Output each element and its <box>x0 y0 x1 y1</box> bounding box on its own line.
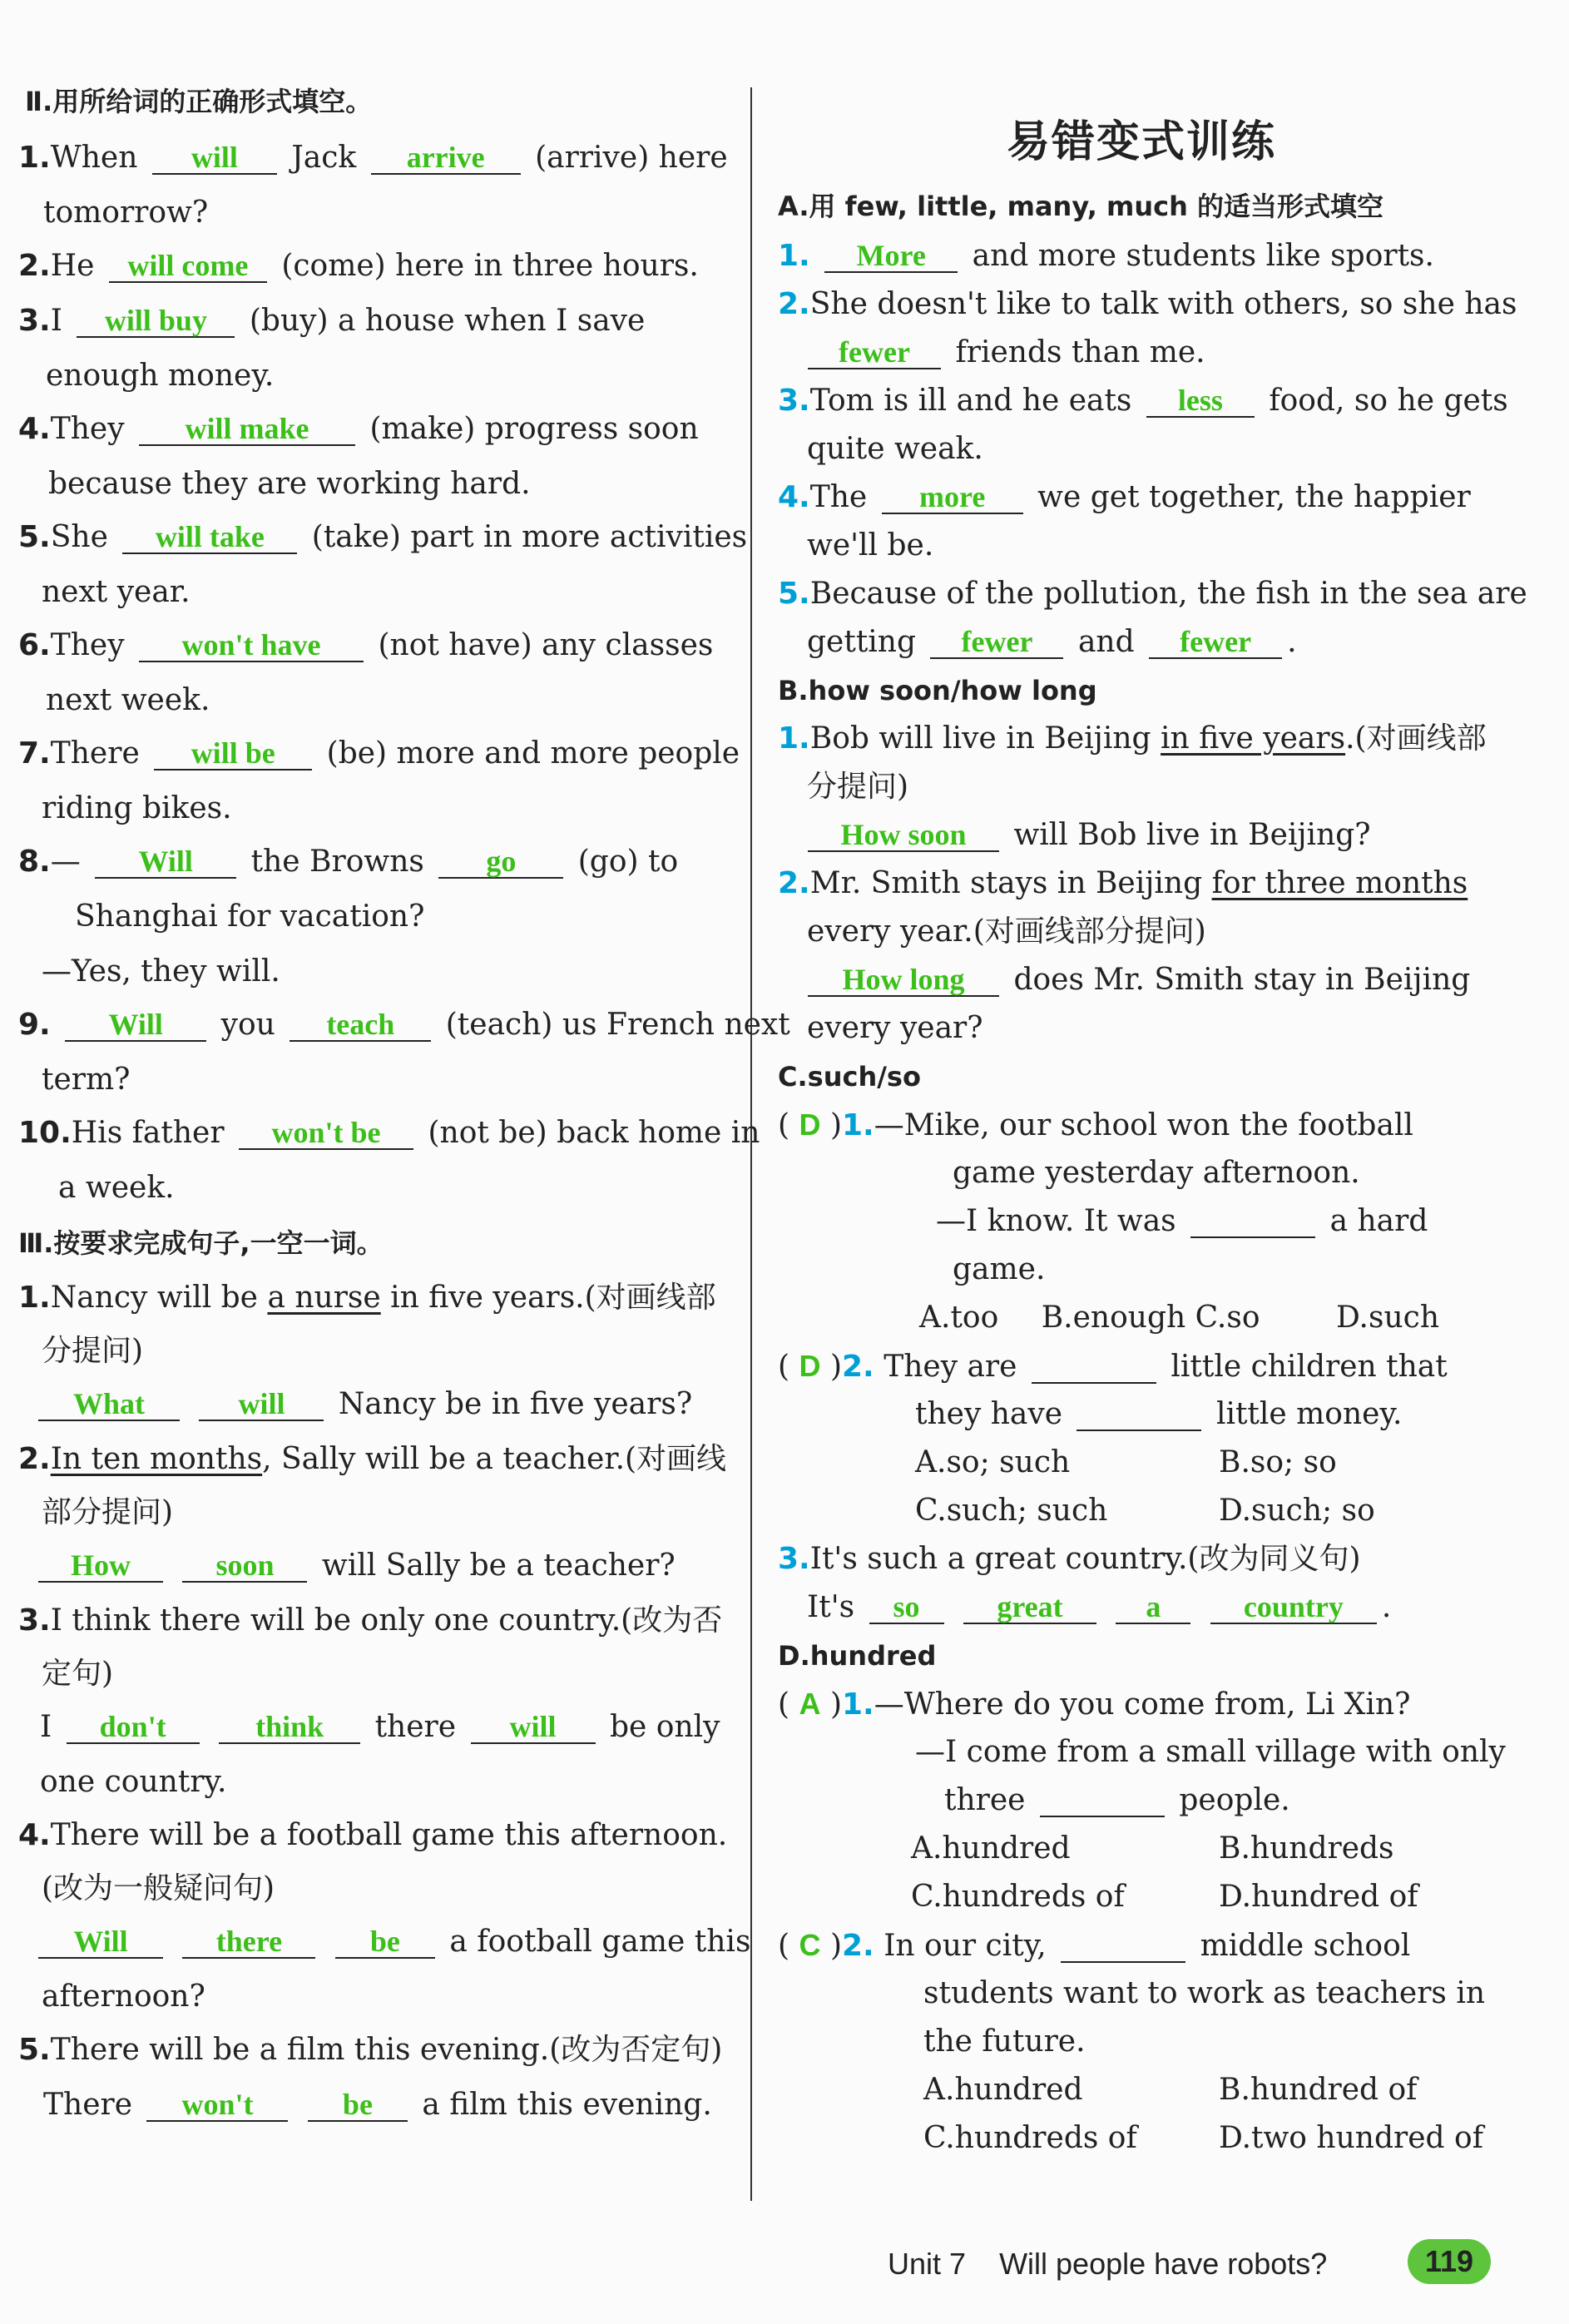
a2-answer[interactable]: fewer <box>808 336 941 369</box>
r1-answer2[interactable]: will <box>199 1388 324 1421</box>
q4-line1: 4.They will make (make) progress soon <box>18 412 699 446</box>
section-c-title: C.such/so <box>778 1061 921 1093</box>
c2-line1: ( D )2. They are little children that <box>778 1349 1448 1384</box>
c1-choice[interactable]: D <box>799 1107 821 1142</box>
c2-line2: they have little money. <box>915 1397 1403 1431</box>
option[interactable]: B.hundreds <box>1219 1831 1394 1866</box>
r2-answer1[interactable]: How <box>38 1549 163 1583</box>
c1-line1: ( D )1.—Mike, our school won the football <box>778 1107 1413 1142</box>
r2-line2: 部分提问) <box>42 1495 174 1529</box>
r3-answer3[interactable]: will <box>471 1711 596 1744</box>
a5-answer2[interactable]: fewer <box>1149 626 1282 659</box>
b1-line2: 分提问) <box>807 770 909 804</box>
a5-line2: getting fewer and fewer . <box>807 625 1297 659</box>
b1-line1: 1.Bob will live in Beijing in five years.(对画线部 <box>778 721 1487 756</box>
c3-answer1[interactable]: so <box>869 1591 944 1624</box>
a4-line1: 4.The more we get together, the happier <box>778 480 1471 514</box>
b2-line1: 2.Mr. Smith stays in Beijing for three months <box>778 866 1468 900</box>
r4-line3: Will there be a football game this <box>33 1924 750 1960</box>
a1-answer[interactable]: More <box>824 240 958 273</box>
c3-line2: It's so great a country . <box>807 1590 1392 1624</box>
page-footer <box>888 2247 1327 2282</box>
d2-options-row1 <box>923 2072 1418 2108</box>
section-b-title: B.how soon/how long <box>778 675 1097 706</box>
q1-answer2[interactable]: arrive <box>371 141 521 175</box>
b2-line2: every year.(对画线部分提问) <box>807 914 1206 949</box>
d1-options-row2 <box>911 1879 1418 1915</box>
a4-line2: we'll be. <box>807 528 934 562</box>
d2-blank[interactable] <box>1061 1930 1185 1963</box>
q5-line2: next year. <box>42 575 191 609</box>
q2-answer[interactable]: will come <box>109 250 267 283</box>
q9-line2: term? <box>42 1063 131 1097</box>
d1-line3: three people. <box>944 1783 1290 1817</box>
q8-line3: —Yes, they will. <box>42 954 280 989</box>
c2-blank1[interactable] <box>1032 1350 1156 1384</box>
c2-options-row2 <box>915 1493 1375 1529</box>
unit-title: Will people have robots? <box>999 2247 1328 2281</box>
a3-answer[interactable]: less <box>1146 384 1255 418</box>
r4-line1: 4.There will be a football game this afternoon. <box>18 1818 728 1852</box>
q2-line: 2.He will come (come) here in three hours. <box>18 249 699 283</box>
section-d-title: D.hundred <box>778 1640 937 1672</box>
q9-answer1[interactable]: Will <box>65 1008 206 1042</box>
c2-choice[interactable]: D <box>799 1349 821 1383</box>
unit-label: Unit 7 <box>888 2247 967 2281</box>
c3-answer2[interactable]: great <box>963 1591 1096 1624</box>
d1-blank[interactable] <box>1040 1784 1165 1817</box>
r5-line2: There won't be a film this evening. <box>43 2088 712 2122</box>
b2-line4: every year? <box>807 1011 983 1045</box>
option[interactable]: C.such; such <box>915 1494 1108 1528</box>
d1-line1: ( A )1.—Where do you come from, Li Xin? <box>778 1687 1411 1722</box>
q7-line1: 7.There will be (be) more and more people <box>18 736 740 771</box>
d1-line2: —I come from a small village with only <box>915 1735 1506 1769</box>
b2-line3: How long does Mr. Smith stay in Beijing <box>803 962 1470 998</box>
option[interactable]: B.hundred of <box>1219 2073 1418 2107</box>
r3-answer1[interactable]: don't <box>67 1711 200 1744</box>
q7-line2: riding bikes. <box>42 791 232 825</box>
a3-line2: quite weak. <box>807 432 983 466</box>
r1-line2: 分提问) <box>42 1334 144 1368</box>
q3-line2: enough money. <box>46 359 275 393</box>
q4-answer[interactable]: will make <box>139 413 355 446</box>
r4-answer2[interactable]: there <box>182 1925 315 1959</box>
c3-answer3[interactable]: a <box>1116 1591 1190 1624</box>
c1-line2: game yesterday afternoon. <box>953 1156 1360 1190</box>
option[interactable]: A.so; such <box>915 1445 1071 1479</box>
q3-answer[interactable]: will buy <box>77 305 235 338</box>
r3-line3: I don't think there will be only <box>40 1710 720 1744</box>
q10-line1: 10.His father won't be (not be) back home in <box>18 1116 760 1150</box>
option[interactable]: D.hundred of <box>1219 1880 1418 1914</box>
option[interactable]: C.hundreds of <box>911 1880 1125 1914</box>
a5-answer1[interactable]: fewer <box>930 626 1063 659</box>
d1-options-row1 <box>911 1831 1394 1867</box>
option[interactable]: B.enough <box>1041 1301 1186 1335</box>
r4-line2: (改为一般疑问句) <box>42 1871 275 1905</box>
page-number: 119 <box>1408 2239 1491 2284</box>
option[interactable]: B.so; so <box>1219 1445 1337 1479</box>
q1-line2: tomorrow? <box>43 196 209 230</box>
r1-answer1[interactable]: What <box>38 1388 180 1421</box>
a5-line1: 5.Because of the pollution, the fish in the sea are <box>778 577 1527 611</box>
c2-options-row1 <box>915 1444 1337 1481</box>
q6-line1: 6.They won't have (not have) any classes <box>18 628 714 662</box>
section3-title: Ⅲ.按要求完成句子,一空一词。 <box>18 1227 384 1259</box>
option[interactable]: A.hundred <box>923 2073 1083 2107</box>
option[interactable]: D.such <box>1335 1301 1439 1335</box>
r3-line1: 3.I think there will be only one country.(改为否 <box>18 1603 723 1638</box>
d2-line1: ( C )2. In our city, middle school <box>778 1928 1411 1963</box>
r3-line4: one country. <box>40 1765 227 1799</box>
q5-answer[interactable]: will take <box>122 521 297 554</box>
d2-choice[interactable]: C <box>799 1928 821 1962</box>
c3-line1: 3.It's such a great country.(改为同义句) <box>778 1542 1361 1576</box>
r1-line1: 1.Nancy will be a nurse in five years.(对画线部 <box>18 1281 716 1315</box>
a3-line1: 3.Tom is ill and he eats less food, so he gets <box>778 384 1508 418</box>
r1-line3: What will Nancy be in five years? <box>33 1386 692 1423</box>
q9-answer2[interactable]: teach <box>290 1008 431 1042</box>
q9-line1: 9. Will you teach (teach) us French next <box>18 1008 790 1042</box>
d2-line2: students want to work as teachers in <box>923 1976 1486 2010</box>
b1-line3: How soon will Bob live in Beijing? <box>803 817 1371 854</box>
r5-answer1[interactable]: won't <box>146 2089 288 2122</box>
q3-line1: 3.I will buy (buy) a house when I save <box>18 304 646 338</box>
q8-line2: Shanghai for vacation? <box>75 899 425 934</box>
option[interactable]: A.too <box>919 1301 999 1335</box>
d2-line3: the future. <box>923 2024 1086 2059</box>
d2-options-row2 <box>923 2120 1484 2157</box>
r2-line1: 2.In ten months, Sally will be a teacher.(对画线 <box>18 1442 727 1476</box>
option[interactable]: A.hundred <box>911 1831 1071 1866</box>
r2-line3: How soon will Sally be a teacher? <box>33 1548 676 1584</box>
q6-line2: next week. <box>46 683 210 717</box>
section-a-title: A.用 few, little, many, much 的适当形式填空 <box>778 191 1384 222</box>
q8-answer1[interactable]: Will <box>95 845 236 879</box>
r3-line2: 定句) <box>42 1657 114 1691</box>
page-title: 易错变式训练 <box>1007 117 1277 167</box>
q1-line1: 1.When will Jack arrive (arrive) here <box>18 141 728 175</box>
q10-line2: a week. <box>58 1171 175 1205</box>
r3-answer2[interactable]: think <box>219 1711 360 1744</box>
c2-blank2[interactable] <box>1077 1398 1201 1431</box>
b1-answer[interactable]: How soon <box>808 819 999 852</box>
q1-answer1[interactable]: will <box>152 141 277 175</box>
section2-title: Ⅱ.用所给词的正确形式填空。 <box>25 86 373 117</box>
c1-line3: —I know. It was a hard <box>936 1204 1428 1238</box>
d1-choice[interactable]: A <box>799 1687 821 1721</box>
a2-line1: 2.She doesn't like to talk with others, so she has <box>778 287 1517 321</box>
q4-line2: because they are working hard. <box>48 467 531 501</box>
option[interactable]: C.hundreds of <box>923 2121 1137 2155</box>
b2-answer[interactable]: How long <box>808 964 999 997</box>
a4-answer[interactable]: more <box>882 481 1023 514</box>
option[interactable]: D.two hundred of <box>1219 2121 1484 2155</box>
r4-line4: afternoon? <box>42 1980 205 2014</box>
q10-answer[interactable]: won't be <box>239 1117 413 1150</box>
c1-blank[interactable] <box>1190 1205 1315 1238</box>
a2-line2: fewer friends than me. <box>803 334 1205 371</box>
r2-answer2[interactable]: soon <box>182 1549 307 1583</box>
r4-answer1[interactable]: Will <box>38 1925 163 1959</box>
q5-line1: 5.She will take (take) part in more activities <box>18 520 748 554</box>
r5-answer2[interactable]: be <box>308 2089 408 2122</box>
c1-line4: game. <box>953 1252 1046 1286</box>
a1-line: 1. More and more students like sports. <box>778 239 1434 273</box>
r5-line1: 5.There will be a film this evening.(改为否定句) <box>18 2033 723 2067</box>
q8-line1: 8.— Will the Browns go (go) to <box>18 845 679 879</box>
q6-answer[interactable]: won't have <box>139 629 364 662</box>
option[interactable]: D.such; so <box>1219 1494 1375 1528</box>
option[interactable]: C.so <box>1195 1301 1260 1335</box>
c1-options <box>919 1300 1439 1336</box>
q7-answer[interactable]: will be <box>154 737 312 771</box>
q8-answer2[interactable]: go <box>438 845 563 879</box>
r4-answer3[interactable]: be <box>335 1925 435 1959</box>
c3-answer4[interactable]: country <box>1210 1591 1377 1624</box>
